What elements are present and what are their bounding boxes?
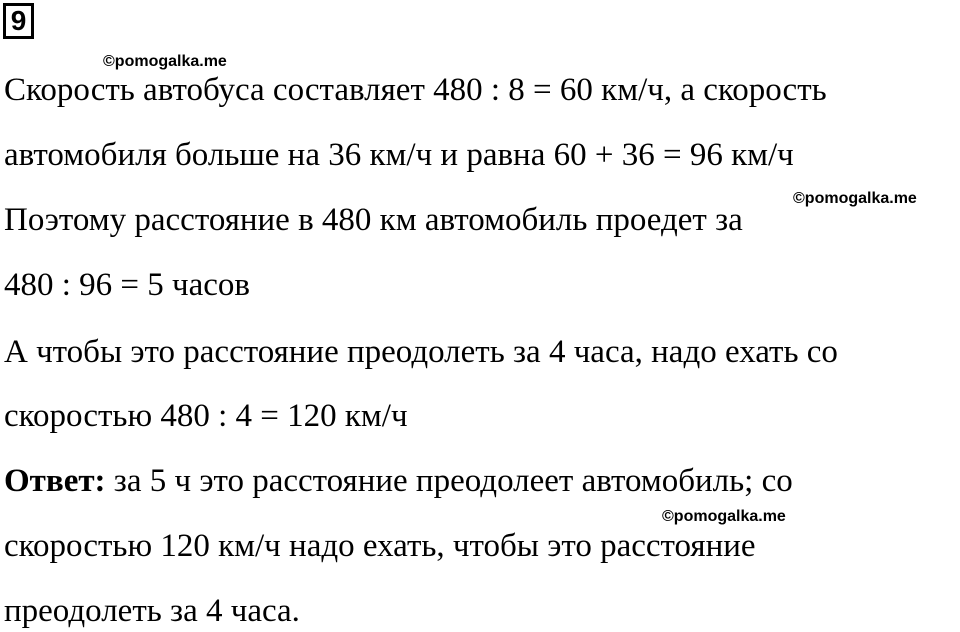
solution-line-4: 480 : 96 = 5 часов: [4, 267, 251, 303]
solution-line-1: Скорость автобуса составляет 480 : 8 = 60 км/ч, а скорость: [4, 72, 827, 108]
solution-line-6: скоростью 480 : 4 = 120 км/ч: [4, 398, 408, 434]
task-number-box: 9: [3, 3, 34, 39]
watermark-bottom: ©pomogalka.me: [662, 508, 786, 525]
solution-line-5: А чтобы это расстояние преодолеть за 4 часа, надо ехать со: [4, 334, 838, 370]
answer-line-1: [4, 461, 793, 501]
solution-line-3: Поэтому расстояние в 480 км автомобиль проедет за: [4, 202, 743, 238]
solution-line-2: автомобиля больше на 36 км/ч и равна 60 + 36 = 96 км/ч: [4, 137, 794, 173]
answer-label: Ответ:: [4, 463, 106, 499]
answer-line-2: скоростью 120 км/ч надо ехать, чтобы это расстояние: [4, 528, 756, 564]
answer-line-3: преодолеть за 4 часа.: [4, 593, 300, 629]
watermark-middle: ©pomogalka.me: [793, 190, 917, 207]
watermark-top: ©pomogalka.me: [103, 53, 227, 70]
answer-text-1: за 5 ч это расстояние преодолеет автомобиль; со: [105, 463, 793, 499]
